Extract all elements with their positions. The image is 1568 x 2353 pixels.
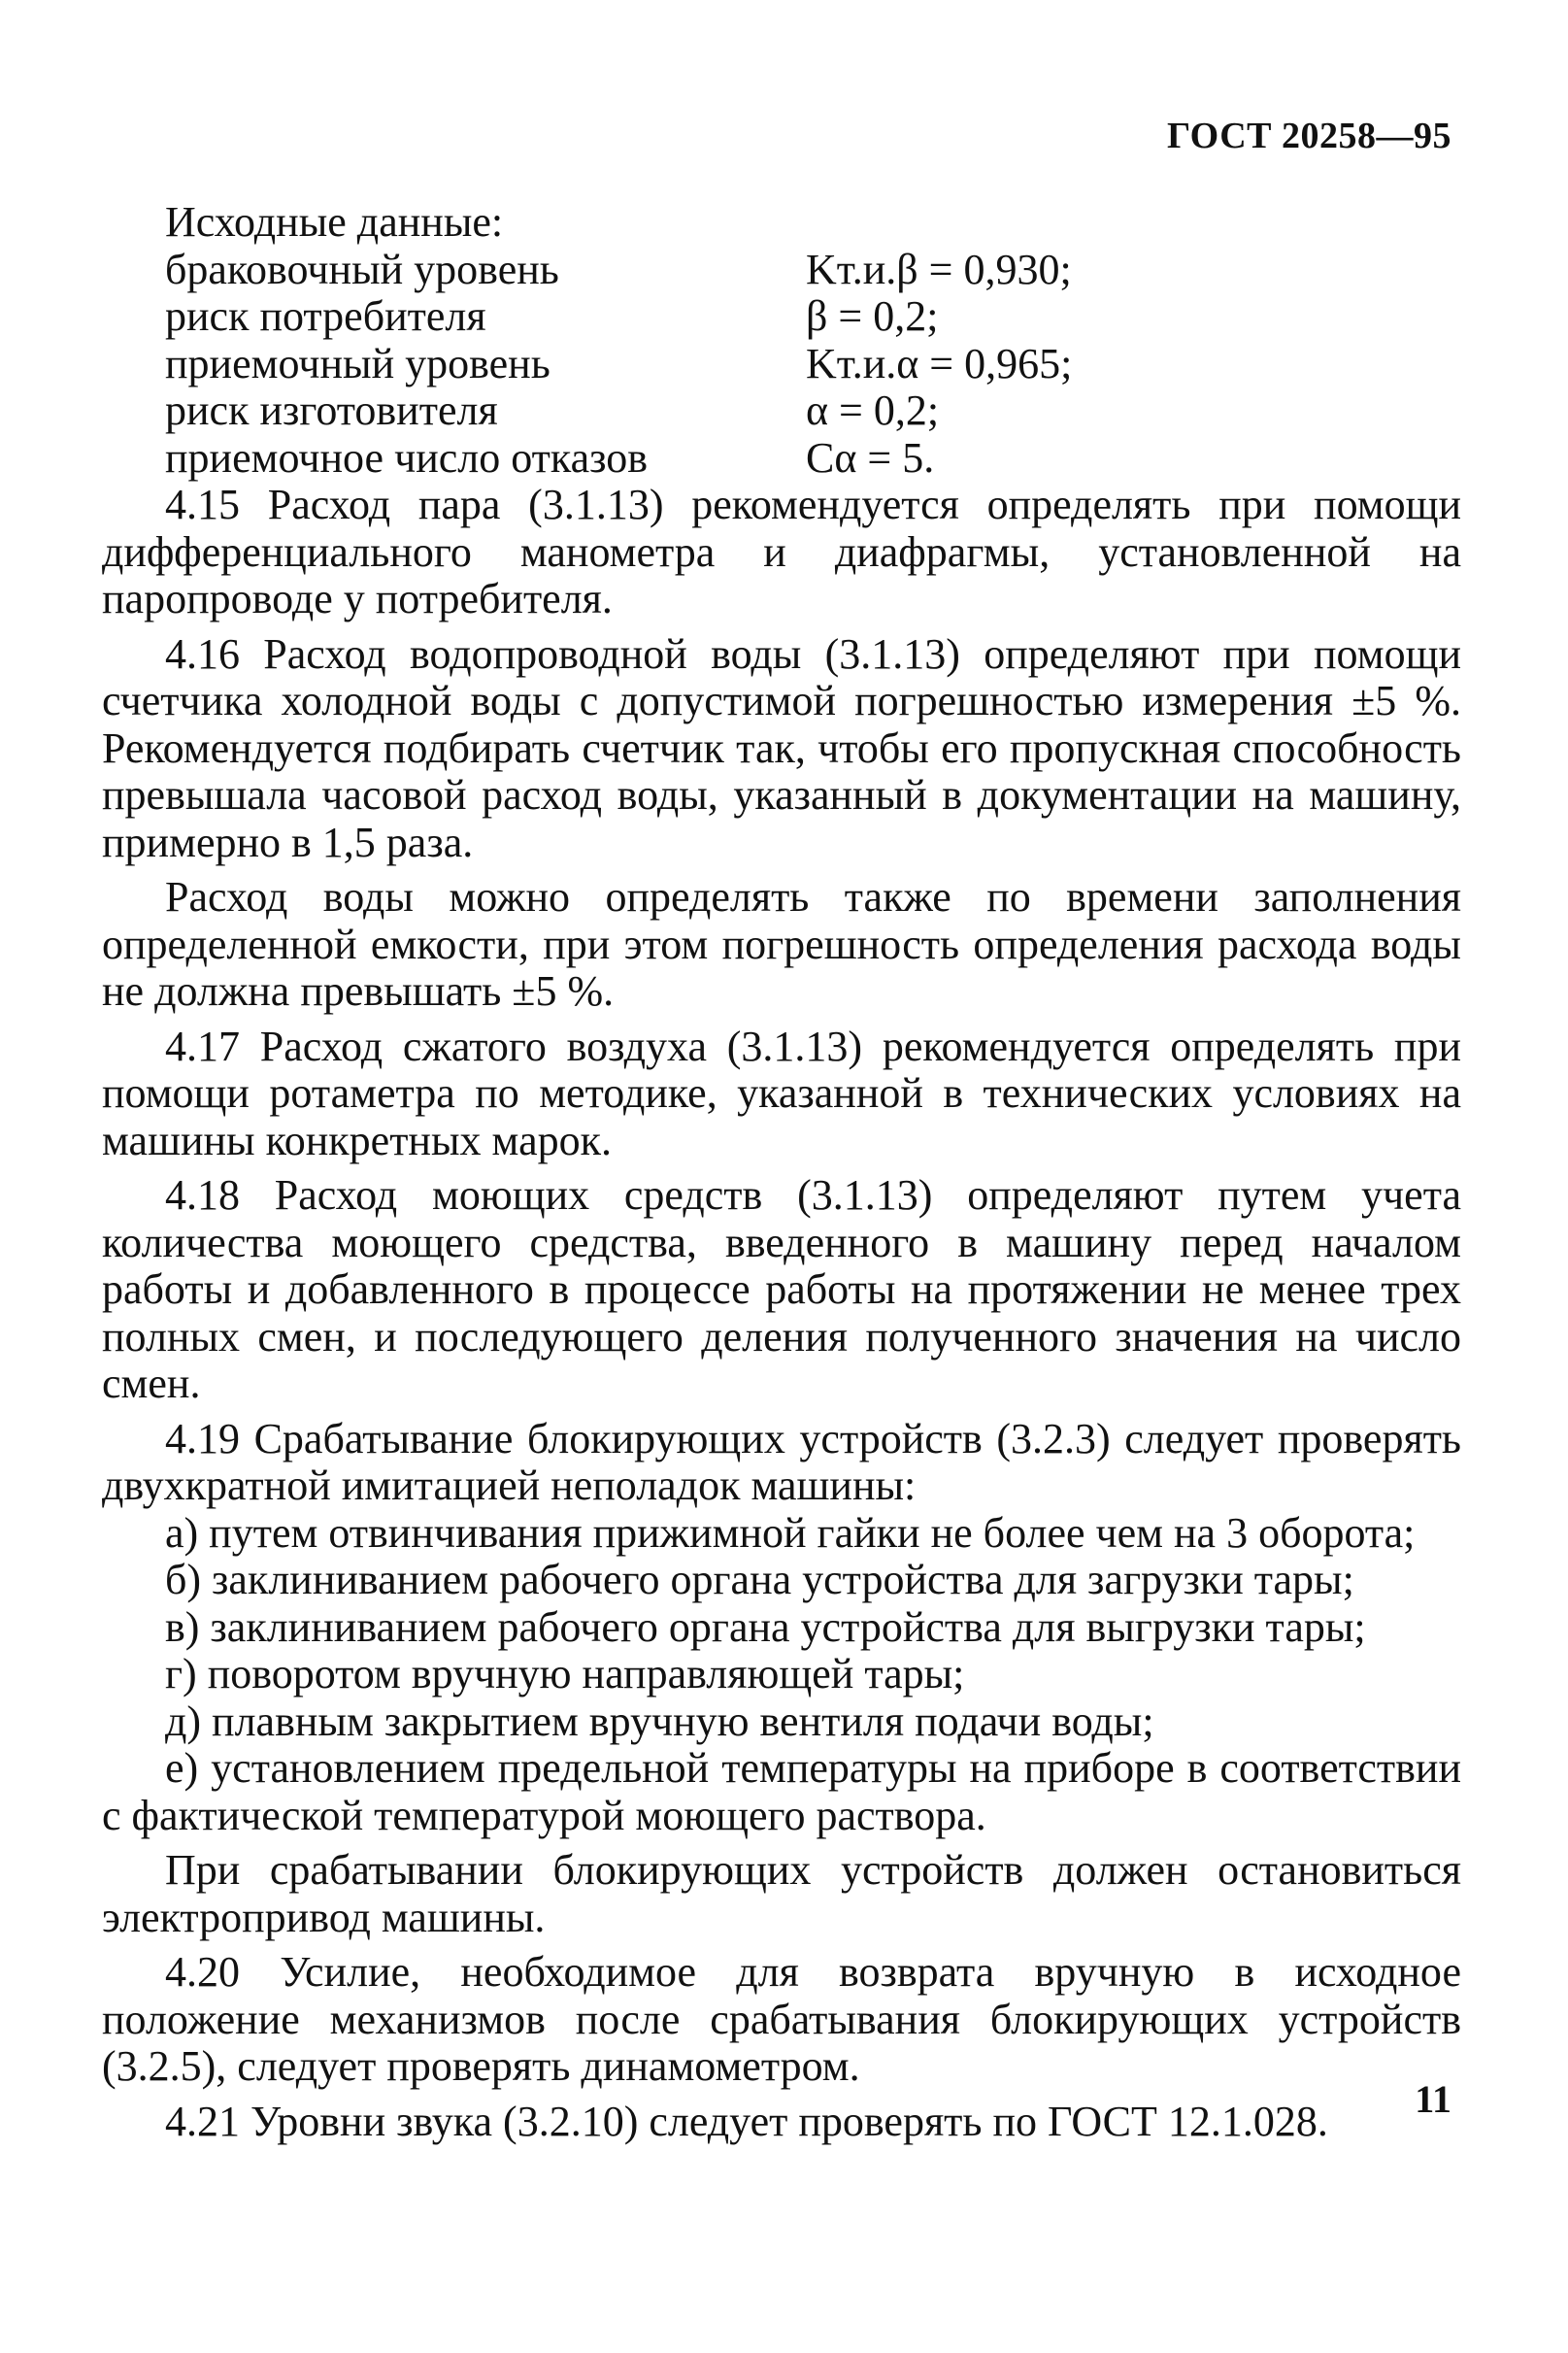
parameter-label: риск потребителя <box>165 292 486 340</box>
section-4-19: 4.19 Срабатывание блокирующих устройств (3.2.3) следует проверять двухкратной имитацией неполадок машины: <box>102 1414 1461 1509</box>
document-body <box>102 199 1461 2145</box>
parameter-row <box>165 341 1072 388</box>
section-4-20: 4.20 Усилие, необходимое для возврата вручную в исходное положение механизмов после срабатывания блокирующих устройств (3.2.5), следует проверять динамометром. <box>102 1948 1461 2090</box>
section-4-16: 4.16 Расход водопроводной воды (3.1.13) определяют при помощи счетчика холодной воды с допустимой погрешностью измерения ±5 %. Рекомендуется подбирать счетчик так, чтобы его пропускная способность превышала часовой расход воды, указанный в документации на машину, примерно в 1,5 раза. <box>102 629 1461 866</box>
parameter-row <box>165 387 1072 435</box>
list-item: а) путем отвинчивания прижимной гайки не более чем на 3 оборота; <box>165 1508 1416 1557</box>
parameter-row <box>165 435 1072 483</box>
parameter-value: β = 0,2; <box>806 292 939 340</box>
list-item: г) поворотом вручную направляющей тары; <box>165 1650 965 1698</box>
parameter-row <box>165 247 1072 294</box>
parameter-value: α = 0,2; <box>806 387 940 434</box>
section-4-19-list <box>102 1510 1461 1840</box>
list-item: д) плавным закрытием вручную вентиля подачи воды; <box>165 1697 1154 1745</box>
page-number: 11 <box>1415 2077 1451 2121</box>
parameter-row <box>165 293 1072 341</box>
standard-header: ГОСТ 20258—95 <box>1166 116 1451 156</box>
section-4-15: 4.15 Расход пара (3.1.13) рекомендуется определять при помощи дифференциального манометра и диафрагмы, установленной на паропроводе у потребителя. <box>102 481 1461 622</box>
parameter-label: риск изготовителя <box>165 387 498 434</box>
section-4-17: 4.17 Расход сжатого воздуха (3.1.13) рекомендуется определять при помощи ротаметра по методике, указанной в технических условиях на машины конкретных марок. <box>102 1022 1461 1164</box>
list-item: в) заклиниванием рабочего органа устройства для выгрузки тары; <box>165 1602 1366 1651</box>
parameter-label: приемочное число отказов <box>165 433 649 482</box>
section-4-21: 4.21 Уровни звука (3.2.10) следует проверять по ГОСТ 12.1.028. <box>165 2097 1328 2145</box>
parameter-value: Kт.и.α = 0,965; <box>806 339 1073 387</box>
parameter-label: браковочный уровень <box>165 245 559 293</box>
section-4-16-note: Расход воды можно определять также по времени заполнения определенной емкости, при этом погрешность определения расхода воды не должна превышать ±5 %. <box>102 873 1461 1015</box>
list-item: е) установлением предельной температуры на приборе в соответствии с фактической температурой моющего раствора. <box>102 1744 1461 1839</box>
parameter-label: приемочный уровень <box>165 339 550 387</box>
parameters-table <box>165 247 1072 483</box>
initial-data-title: Исходные данные: <box>165 198 504 246</box>
parameter-value: Cα = 5. <box>806 433 935 482</box>
parameter-value: Kт.и.β = 0,930; <box>806 245 1072 293</box>
initial-data-block <box>102 199 1461 482</box>
section-4-18: 4.18 Расход моющих средств (3.1.13) определяют путем учета количества моющего средства, введенного в машину перед началом работы и добавленного в процессе работы на протяжении не менее трех полных смен, и последующего деления полученного значения на число смен. <box>102 1171 1461 1407</box>
section-4-19-note: При срабатывании блокирующих устройств должен остановиться электропривод машины. <box>102 1846 1461 1941</box>
list-item: б) заклиниванием рабочего органа устройства для загрузки тары; <box>165 1556 1354 1603</box>
